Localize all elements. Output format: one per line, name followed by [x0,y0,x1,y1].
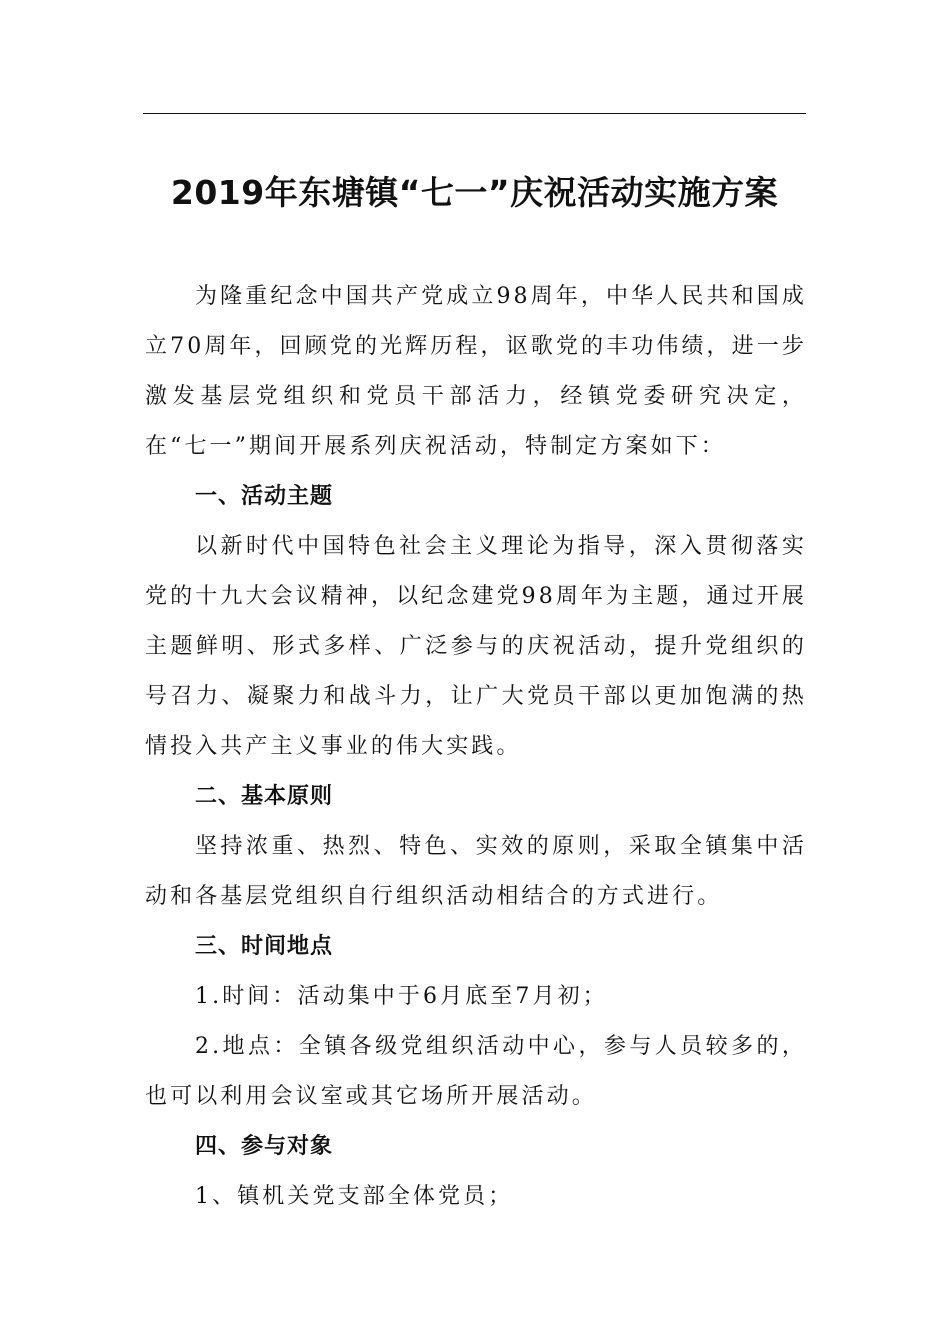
section-time-place [145,922,807,1122]
header-rule [143,113,806,114]
section-paragraph: 以新时代中国特色社会主义理论为指导，深入贯彻落实党的十九大会议精神，以纪念建党98周年为主题，通过开展主题鲜明、形式多样、广泛参与的庆祝活动，提升党组织的号召力、凝聚力和战斗力，让广大党员干部以更加饱满的热情投入共产主义事业的伟大实践。 [145,534,807,759]
section-heading: 二、基本原则 [195,784,334,809]
section-heading: 三、时间地点 [195,934,334,959]
document-title: 2019年东塘镇“七一”庆祝活动实施方案 [170,173,779,212]
section-participants [145,1122,807,1222]
section-paragraph: 2.地点：全镇各级党组织活动中心，参与人员较多的，也可以利用会议室或其它场所开展活动。 [145,1034,807,1109]
section-basic-principles [145,772,807,922]
section-paragraph: 1、镇机关党支部全体党员； [195,1184,514,1209]
section-heading: 四、参与对象 [195,1134,334,1159]
section-heading: 一、活动主题 [195,484,334,509]
document-body [145,272,807,1222]
section-paragraph: 坚持浓重、热烈、特色、实效的原则，采取全镇集中活动和各基层党组织自行组织活动相结合的方式进行。 [145,834,807,909]
section-activity-theme [145,472,807,772]
intro-paragraph: 为隆重纪念中国共产党成立98周年，中华人民共和国成立70周年，回顾党的光辉历程，讴歌党的丰功伟绩，进一步激发基层党组织和党员干部活力，经镇党委研究决定，在“七一”期间开展系列庆祝活动，特制定方案如下： [145,284,807,459]
section-paragraph: 1.时间：活动集中于6月底至7月初； [195,984,608,1009]
